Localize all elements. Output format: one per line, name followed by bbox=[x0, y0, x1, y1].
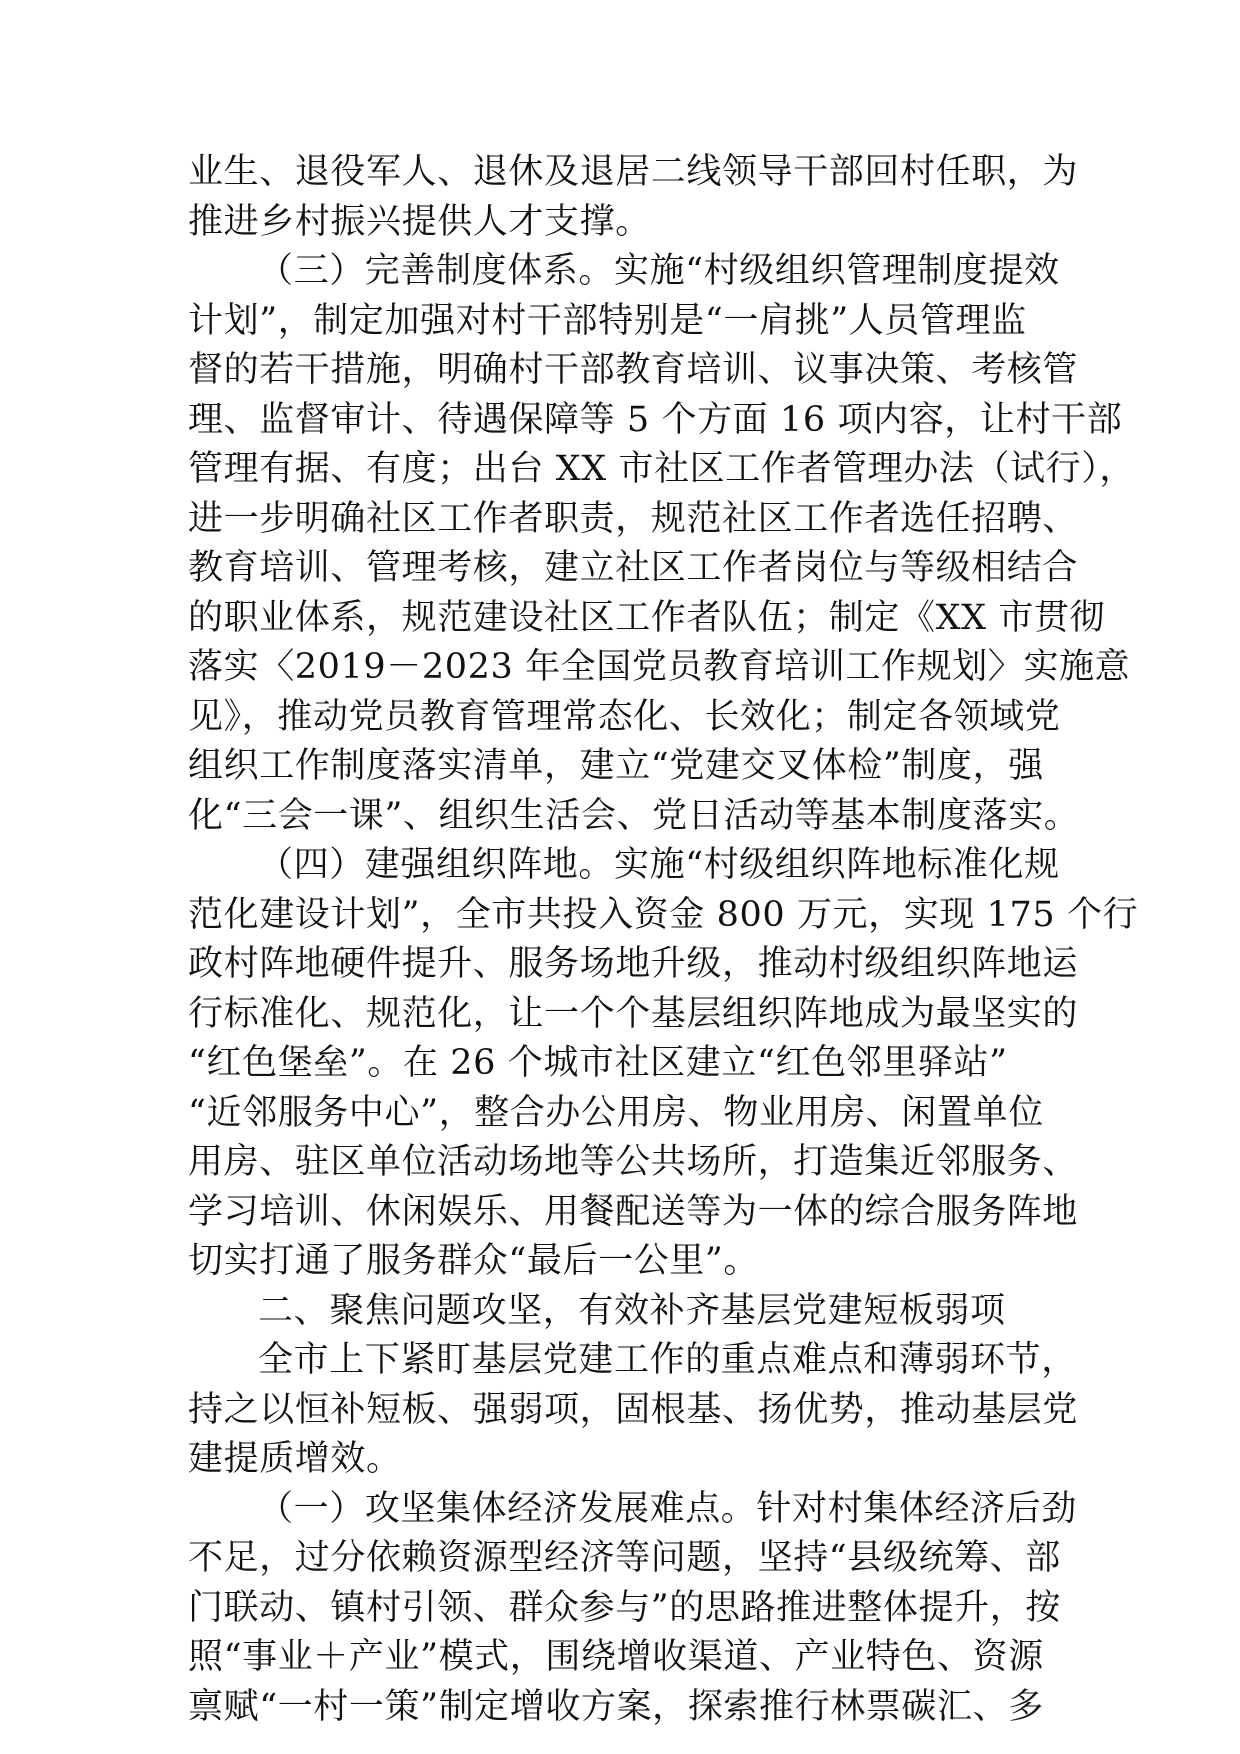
text-line: 计划”，制定加强对村干部特别是“一肩挑”人员管理监 bbox=[188, 300, 1027, 341]
text-line: “红色堡垒”。在 26 个城市社区建立“红色邻里驿站” bbox=[188, 1043, 1008, 1083]
text-line: 持之以恒补短板、强弱项，固根基、扬优势，推动基层党 bbox=[188, 1389, 1079, 1430]
text-line: 理、监督审计、待遇保障等 5 个方面 16 项内容，让村干部 bbox=[188, 399, 1123, 440]
text-line: 组织工作制度落实清单，建立“党建交叉体检”制度，强 bbox=[188, 746, 1044, 786]
text-line: 见》，推动党员教育管理常态化、长效化；制定各领域党 bbox=[188, 696, 1061, 737]
chapter-2-heading: 二、聚焦问题攻坚，有效补齐基层党建短板弱项 bbox=[258, 1290, 1006, 1331]
text-line: 业生、退役军人、退休及退居二线领导干部回村任职，为 bbox=[188, 152, 1079, 192]
body-text bbox=[188, 148, 1139, 1732]
text-line: 范化建设计划”，全市共投入资金 800 万元，实现 175 个行 bbox=[188, 894, 1139, 935]
text-line: 切实打通了服务群众“最后一公里”。 bbox=[188, 1241, 759, 1281]
text-line: 用房、驻区单位活动场地等公共场所，打造集近邻服务、 bbox=[188, 1142, 1079, 1182]
text-line: 学习培训、休闲娱乐、用餐配送等为一体的综合服务阵地 bbox=[188, 1191, 1079, 1232]
text-line: 门联动、镇村引领、群众参与”的思路推进整体提升，按 bbox=[188, 1587, 1061, 1628]
text-line: 推进乡村振兴提供人才支撑。 bbox=[188, 201, 651, 242]
text-line: 照“事业＋产业”模式，围绕增收渠道、产业特色、资源 bbox=[188, 1637, 1044, 1677]
text-line: 管理有据、有度；出台 XX 市社区工作者管理办法（试行）， bbox=[188, 449, 1135, 489]
text-line: “近邻服务中心”，整合办公用房、物业用房、闲置单位 bbox=[188, 1092, 1044, 1133]
section-4-heading-line: （四）建强组织阵地。实施“村级组织阵地标准化规 bbox=[258, 845, 1060, 885]
text-line: 建提质增效。 bbox=[188, 1439, 402, 1479]
text-line: 禀赋“一村一策”制定增收方案，探索推行林票碳汇、多 bbox=[188, 1686, 1044, 1727]
text-line: 的职业体系，规范建设社区工作者队伍；制定《XX 市贯彻 bbox=[188, 597, 1106, 638]
text-line: 进一步明确社区工作者职责，规范社区工作者选任招聘、 bbox=[188, 498, 1079, 539]
text-line: 落实〈2019－2023 年全国党员教育培训工作规划〉实施意 bbox=[188, 647, 1131, 687]
text-line: 行标准化、规范化，让一个个基层组织阵地成为最坚实的 bbox=[188, 993, 1079, 1034]
text-line: 全市上下紧盯基层党建工作的重点难点和薄弱环节， bbox=[258, 1340, 1077, 1380]
section-3-heading-line: （三）完善制度体系。实施“村级组织管理制度提效 bbox=[258, 251, 1060, 291]
text-line: 化“三会一课”、组织生活会、党日活动等基本制度落实。 bbox=[188, 795, 1080, 836]
text-line: 政村阵地硬件提升、服务场地升级，推动村级组织阵地运 bbox=[188, 944, 1079, 984]
text-line: 不足，过分依赖资源型经济等问题，坚持“县级统筹、部 bbox=[188, 1538, 1061, 1578]
text-line: 督的若干措施，明确村干部教育培训、议事决策、考核管 bbox=[188, 350, 1079, 390]
section-1-heading-line: （一）攻坚集体经济发展难点。针对村集体经济后劲 bbox=[258, 1488, 1077, 1529]
text-line: 教育培训、管理考核，建立社区工作者岗位与等级相结合 bbox=[188, 548, 1079, 588]
